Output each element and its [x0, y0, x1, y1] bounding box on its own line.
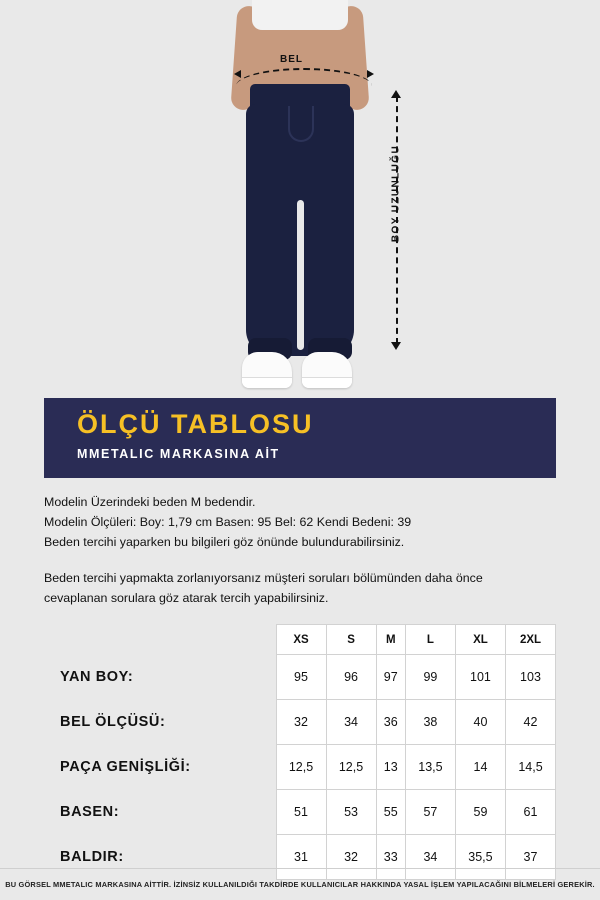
- height-measurement-marker: [383, 96, 409, 344]
- cell-yan-boy-m: 97: [376, 655, 405, 700]
- cell-paca-xs: 12,5: [276, 745, 326, 790]
- table-row: [44, 700, 556, 745]
- cell-basen-2xl: 61: [505, 790, 555, 835]
- right-sneaker: [302, 352, 352, 388]
- cell-basen-s: 53: [326, 790, 376, 835]
- size-header-s: S: [326, 625, 376, 655]
- size-chart-body: [44, 655, 556, 880]
- info-line-5: cevaplanan sorulara göz atarak tercih yapabilirsiniz.: [44, 591, 329, 605]
- cell-bel-xl: 40: [455, 700, 505, 745]
- waist-arc-icon: [236, 68, 372, 86]
- cell-baldir-xl: 35,5: [455, 835, 505, 880]
- right-sneaker-sole: [302, 377, 352, 388]
- info-spacer: [44, 552, 564, 568]
- size-header-xl: XL: [455, 625, 505, 655]
- size-chart-table: [44, 624, 556, 880]
- cell-yan-boy-2xl: 103: [505, 655, 555, 700]
- height-arrow-up-icon: [391, 90, 401, 98]
- banner-subtitle: MMETALIC MARKASINA AİT: [77, 447, 280, 461]
- cell-basen-l: 57: [405, 790, 455, 835]
- cell-baldir-l: 34: [405, 835, 455, 880]
- cell-basen-m: 55: [376, 790, 405, 835]
- row-label-yan-boy: YAN BOY:: [60, 669, 134, 685]
- info-line-1: Modelin Üzerindeki beden M bedendir.: [44, 495, 256, 509]
- size-chart-header-row: [44, 625, 556, 655]
- left-sneaker-sole: [242, 377, 292, 388]
- row-label-bel-olcusu: BEL ÖLÇÜSÜ:: [60, 714, 166, 730]
- table-row: [44, 745, 556, 790]
- cell-bel-2xl: 42: [505, 700, 555, 745]
- waist-marker-label: BEL: [280, 54, 303, 65]
- cell-bel-l: 38: [405, 700, 455, 745]
- cell-yan-boy-l: 99: [405, 655, 455, 700]
- cell-bel-xs: 32: [276, 700, 326, 745]
- cell-baldir-s: 32: [326, 835, 376, 880]
- cell-paca-2xl: 14,5: [505, 745, 555, 790]
- info-section: [44, 492, 564, 608]
- size-header-xs: XS: [276, 625, 326, 655]
- size-chart-head: [44, 625, 556, 655]
- cell-paca-s: 12,5: [326, 745, 376, 790]
- cell-yan-boy-xl: 101: [455, 655, 505, 700]
- cell-baldir-xs: 31: [276, 835, 326, 880]
- product-photo-area: [0, 0, 600, 392]
- cell-paca-l: 13,5: [405, 745, 455, 790]
- cell-baldir-2xl: 37: [505, 835, 555, 880]
- info-line-4: Beden tercihi yapmakta zorlanıyorsanız müşteri soruları bölümünden daha önce: [44, 571, 483, 585]
- cell-baldir-m: 33: [376, 835, 405, 880]
- cell-basen-xs: 51: [276, 790, 326, 835]
- table-row: [44, 790, 556, 835]
- cell-paca-m: 13: [376, 745, 405, 790]
- cell-basen-xl: 59: [455, 790, 505, 835]
- row-label-paca-genisligi: PAÇA GENİŞLİĞİ:: [60, 759, 191, 775]
- title-banner: [44, 398, 556, 478]
- waist-arrow-left-icon: [234, 70, 241, 78]
- cell-bel-m: 36: [376, 700, 405, 745]
- row-label-baldir: BALDIR:: [60, 849, 124, 865]
- pants-leg-separation: [297, 200, 304, 350]
- info-line-2: Modelin Ölçüleri: Boy: 1,79 cm Basen: 95 Bel: 62 Kendi Bedeni: 39: [44, 515, 412, 529]
- table-row: [44, 655, 556, 700]
- waist-measurement-marker: [236, 54, 372, 88]
- info-line-3: Beden tercihi yaparken bu bilgileri göz önünde bulundurabilirsiniz.: [44, 535, 405, 549]
- cell-paca-xl: 14: [455, 745, 505, 790]
- cell-yan-boy-xs: 95: [276, 655, 326, 700]
- row-label-basen: BASEN:: [60, 804, 120, 820]
- footer-copyright-text: BU GÖRSEL MMETALIC MARKASINA AİTTİR. İZİNSİZ KULLANILDIĞI TAKDİRDE KULLANICILAR HAKKINDA YASAL İŞLEM YAPILACAĞINI BİLMELERİ GEREKİR.: [5, 880, 595, 889]
- size-chart-corner-cell: [44, 625, 276, 655]
- waist-arrow-right-icon: [367, 70, 374, 78]
- footer: [0, 868, 600, 900]
- height-arrow-down-icon: [391, 342, 401, 350]
- size-header-2xl: 2XL: [505, 625, 555, 655]
- left-sneaker: [242, 352, 292, 388]
- cell-yan-boy-s: 96: [326, 655, 376, 700]
- size-header-m: M: [376, 625, 405, 655]
- page-title: ÖLÇÜ TABLOSU: [77, 409, 314, 439]
- cell-bel-s: 34: [326, 700, 376, 745]
- pants-drawstring: [288, 106, 314, 142]
- size-header-l: L: [405, 625, 455, 655]
- height-marker-label: BOY UZUNLUĞU: [390, 144, 402, 243]
- model-crop-top: [252, 0, 348, 30]
